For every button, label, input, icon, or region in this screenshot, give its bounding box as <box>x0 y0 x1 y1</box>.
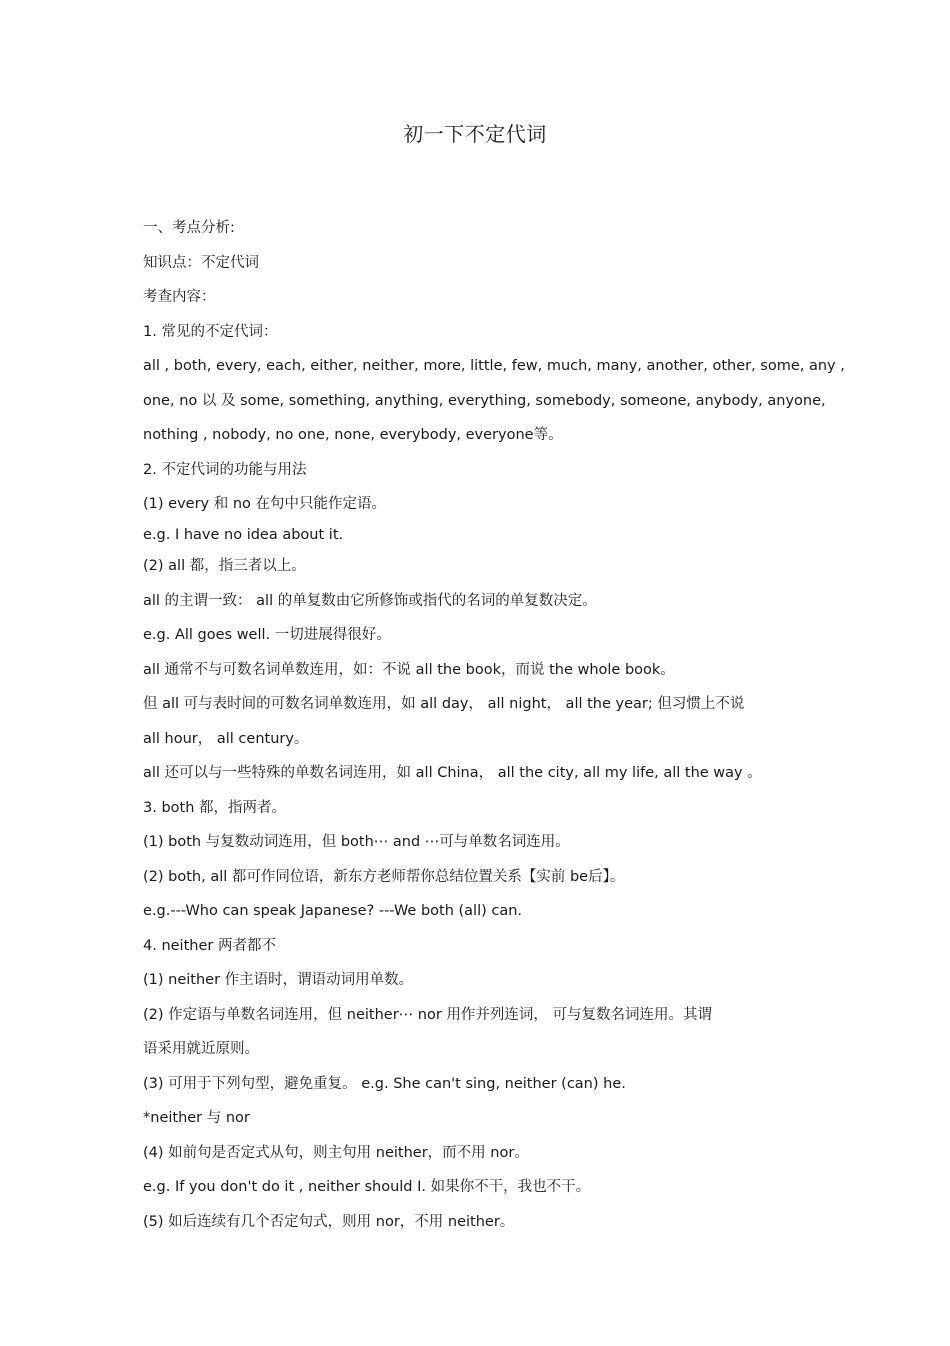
pronoun-list-line-3: nothing , nobody, no one, none, everybody, everyone等。 <box>143 427 563 443</box>
pronoun-list-line-1: all , both, every, each, either, neither, more, little, few, much, many, another, other, some, any , <box>143 358 845 374</box>
neither-vs-nor: *neither 与 nor <box>143 1110 250 1126</box>
rule-neither-attributive-cont: 语采用就近原则。 <box>143 1041 259 1057</box>
heading-function-usage: 2. 不定代词的功能与用法 <box>143 461 307 478</box>
rule-nor-consecutive: (5) 如后连续有几个否定句式，则用 nor，不用 neither。 <box>143 1213 515 1230</box>
heading-common-pronouns: 1. 常见的不定代词： <box>143 323 278 340</box>
heading-both: 3. both 都，指两者。 <box>143 799 287 816</box>
rule-neither-pattern: (3) 可用于下列句型，避免重复。 e.g. She can't sing, neither (can) he. <box>143 1075 626 1092</box>
rule-all-time-nouns: 但 all 可与表时间的可数名词单数连用，如 all day， all night， all the year; 但习惯上不说 <box>143 696 745 712</box>
example-all-goes-well: e.g. All goes well. 一切进展得很好。 <box>143 627 391 643</box>
section-heading-analysis: 一、考点分析: <box>143 220 235 236</box>
example-no-idea: e.g. I have no idea about it. <box>143 527 344 543</box>
exam-content-label: 考查内容： <box>143 289 216 305</box>
rule-all: (2) all 都，指三者以上。 <box>143 558 306 574</box>
page-title: 初一下不定代词 <box>403 122 547 146</box>
knowledge-point: 知识点：不定代词 <box>143 254 259 271</box>
rule-neither-subject: (1) neither 作主语时，谓语动词用单数。 <box>143 972 414 988</box>
rule-both-plural: (1) both 与复数动词连用，但 both⋯ and ⋯可与单数名词连用。 <box>143 834 570 850</box>
pronoun-list-line-2: one, no 以 及 some, something, anything, everything, somebody, someone, anybody, anyone, <box>143 392 826 409</box>
rule-all-special-nouns: all 还可以与一些特殊的单数名词连用，如 all China， all the city, all my life, all the way 。 <box>143 765 762 781</box>
document-body <box>143 216 845 1244</box>
rule-all-singular: all 通常不与可数名词单数连用，如：不说 all the book，而说 the whole book。 <box>143 661 675 678</box>
rule-every-no: (1) every 和 no 在句中只能作定语。 <box>143 496 387 512</box>
rule-all-agreement: all 的主谓一致： all 的单复数由它所修饰或指代的名词的单复数决定。 <box>143 592 597 609</box>
rule-both-all-appositive: (2) both, all 都可作同位语，新东方老师帮你总结位置关系【实前 be后】。 <box>143 868 625 885</box>
rule-neither-attributive: (2) 作定语与单数名词连用，但 neither⋯ nor 用作并列连词， 可与复数名词连用。其谓 <box>143 1006 713 1023</box>
example-if-you-dont: e.g. If you don't do it , neither should I. 如果你不干，我也不干。 <box>143 1179 591 1195</box>
rule-all-time-nouns-cont: all hour， all century。 <box>143 730 309 747</box>
example-japanese: e.g.---Who can speak Japanese? ---We both (all) can. <box>143 903 523 919</box>
rule-neither-main-clause: (4) 如前句是否定式从句，则主句用 neither，而不用 nor。 <box>143 1144 529 1161</box>
heading-neither: 4. neither 两者都不 <box>143 937 276 954</box>
